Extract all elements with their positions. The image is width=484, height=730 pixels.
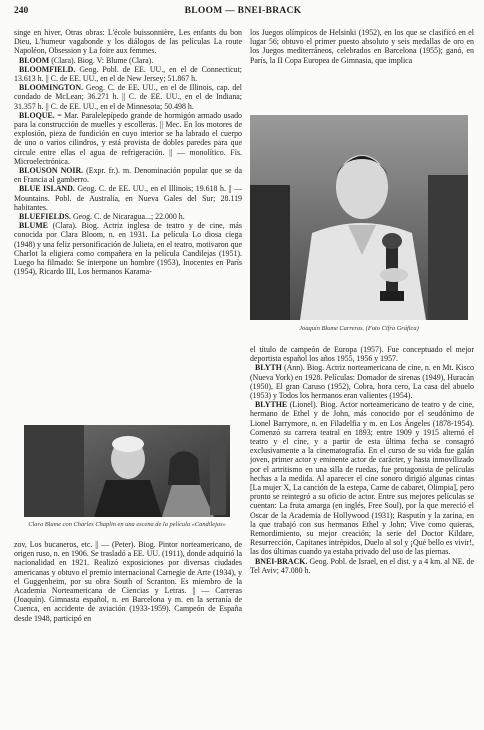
photo-portrait: [250, 115, 468, 320]
entry: BLOOMFIELD. Geog. Pobl. de EE. UU., en el de Connecticut; 13.613 h. || C. de EE. UU., en el de New Jersey; 51.867 h.: [14, 64, 242, 84]
entry: zov, Los bucaneros, etc. || — (Peter). Biog. Pintor norteamericano, de origen ruso, n. en 1906. Se trasladó a EE. UU. (1911), donde adquirió la nacionalidad en 1921. Realizó exposiciones por diversas ciudades americanas y obtuvo el premio internacional Carnegie de Arte (1934), y el Guggenheim, por su obra South of Scranton. Es miembro de la Academia Norteamericana de Ciencias y Letras. || — Carreras (Joaquín). Gimnasta español, n. en Barcelona y m. en la serranía de Cuenca, en accidente de aviación (1933-1959). Campeón de España desde 1948, participó en: [14, 540, 242, 623]
entry: BNEI-BRACK. Geog. Pobl. de Israel, en el dist. y a 4 km. al NE. de Tel Aviv; 47.080 h.: [250, 556, 474, 575]
page-header: [14, 6, 472, 20]
right-column-top: [250, 28, 474, 110]
left-photo-caption: Clara Blume con Charles Chaplin en una escena de la película «Candilejas»: [28, 521, 226, 528]
entry: BLOUSON NOIR. (Expr. fr.). m. Denominación popular que se da en Francia al gamberro.: [14, 166, 242, 185]
entry: BLOOM (Clara). Biog. V: Blume (Clara).: [19, 55, 154, 65]
entry: BLOOMINGTON. Geog. C. de EE. UU., en el de Illinois, cap. del condado de McLean; 36.271 h. || C. de EE. UU., en el de Indiana; 31.357 h. || C. de EE. UU., en el de Minnesota; 50.498 h.: [14, 83, 242, 111]
photo-blume-chaplin: [24, 425, 230, 517]
entry: BLUEFIELDS. Geog. C. de Nicaragua...; 22.000 h.: [19, 212, 185, 222]
running-head: BLOOM — BNEI-BRACK: [184, 6, 302, 16]
photo-scene: [24, 425, 230, 517]
photo-joaquin-blume: [250, 115, 468, 320]
right-column-bottom: [250, 345, 474, 722]
right-photo-caption: Joaquín Blume Carreras. (Foto Cifra Gráfica): [299, 325, 419, 332]
entry: BLYTHE (Lionel). Biog. Actor norteamericano de teatro y de cine, hermano de Ethel y de John, más conocido por el seudónimo de Lionel Barrymore, n. en Filadelfia y m. en Los Ángeles (1878-1954). Comenzó su carrera teatral en 1893; entre 1909 y 1915 alternó el teatro y el cine, y a partir de esta última fecha se consagró exclusivamente a la cinematografía. En el curso de su vida fue galán joven, primer actor y eminente actor de carácter, y hasta inmovilizado por el artritismo en una silla de ruedas, fue protagonista de películas hechas a la medida. Al aparecer el cine sonoro dirigió algunas cintas [La mujer X, La canción de la estepa, Carne de cabaret, Olimpia], pero pronto se reintegró a su oficio de actor. Entre sus mejores películas se cuentan: La fruta amarga (en inglés, Free Soul), por la que mereció el Oscar de la Academia de Hollywood (1931); Rasputín y la zarina, en la que trabajó con sus hermanos Ethel y John; Vive como quieras, Remordimiento, su mejor creación; la serie del Doctor Kildare, Resurrección, Capitanes intrépidos, Duelo al sol y ¡Qué bello es vivir!, las dos últimas cuando ya estaba privado del uso de las piernas.: [250, 400, 474, 557]
entry: los Juegos olímpicos de Helsinki (1952), en los que se clasificó en el lugar 56; obtuvo el primer puesto absoluto y seis medallas de oro en los Juegos mediterráneos, celebrados en Barcelona (1955); ganó, en París, la II Copa Europea de Gimnasia, que implica: [250, 28, 474, 65]
entry: BLUE ISLAND. Geog. C. de EE. UU., en el Illinois; 19.618 h. || — Mountains. Pobl. de Australia, en Nueva Gales del Sur; 28.119 habitantes.: [14, 184, 242, 212]
entry: BLOQUE. = Mar. Paralelepípedo grande de hormigón armado usado para la construcción de muelles y escolleras. || Mec. En los motores de explosión, pieza de fundición en cuyo interior se ha labrado el cuerpo de uno o varios cilindros, y está provista de dobles paredes para que circule entre ellas el agua de refrigeración. || — monolítico. Fís. Microelectrónica.: [14, 110, 242, 166]
entry: singe en hiver, Otras obras: L'école buissonnière, Les enfants du bon Dieu, L'humeur vagabonde y los diálogos de las películas La route Napoléon, Obsession y La foire aux femmes.: [14, 28, 242, 56]
entry: BLYTH (Ann). Biog. Actriz norteamericana de cine, n. en Mt. Kisco (Nueva York) en 1928. Películas: Domador de sirenas (1949), Huracán (1950), El gran Caruso (1952), Cobra, hora cero, La casa del abuelo (1953) y Todos los hermanos eran valientes (1954).: [250, 363, 474, 401]
left-column-top: [14, 28, 242, 416]
entry: el título de campeón de Europa (1957). Fue conceptuado el mejor deportista español los años 1955, 1956 y 1957.: [250, 345, 474, 364]
left-column-bottom: [14, 540, 242, 722]
entry: BLUME (Clara). Biog. Actriz inglesa de teatro y de cine, más conocida por Clara Bloom, n. en 1931. La película Lo diosa ciega (1948) y una feliz personificación de Julieta, en el teatro, motivaron que Charlot la eligiera como compañera en la película Candilejas (1951). Luego ha filmado: Se interpone un hombre (1953), Inocentes en París (1954), Ricardo III, Los hermanos Karama-: [14, 221, 242, 277]
page-number: 240: [14, 6, 29, 16]
